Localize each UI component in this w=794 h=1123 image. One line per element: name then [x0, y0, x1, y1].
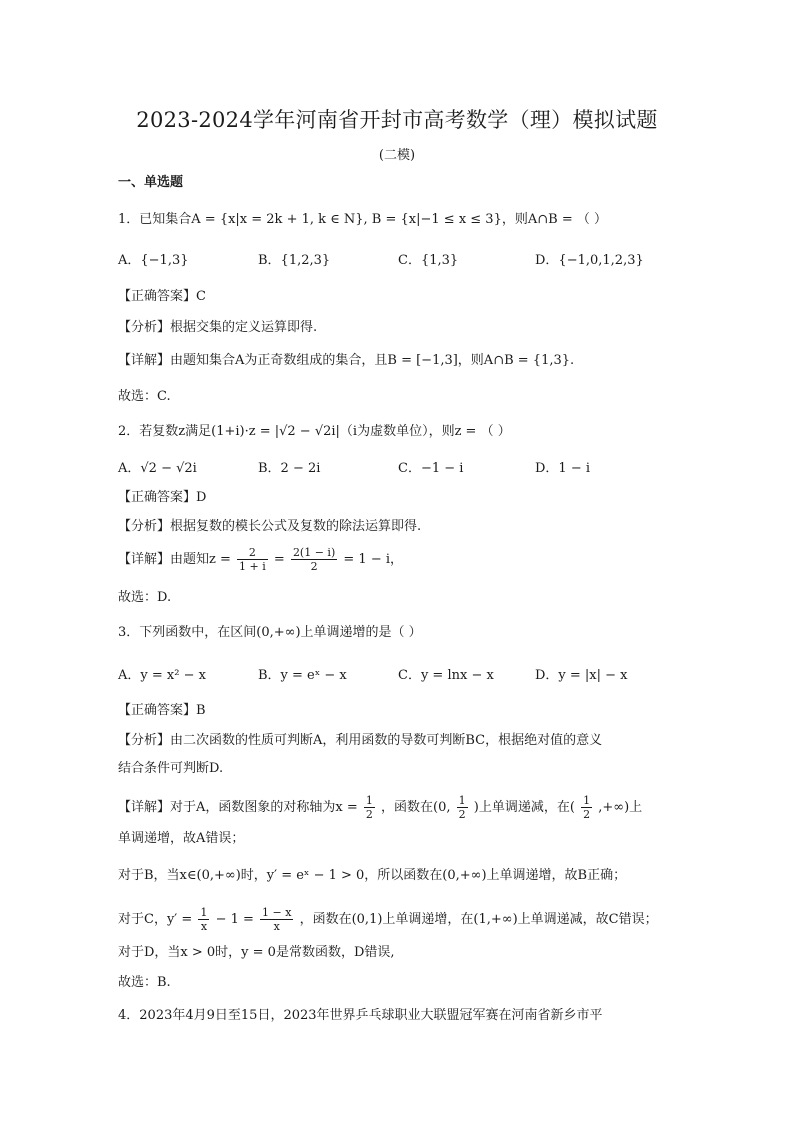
q2-fraction-1-num: 2: [237, 546, 268, 560]
q3-choose: 故选：B.: [118, 975, 171, 990]
q1-answer: 【正确答案】C: [118, 289, 206, 304]
q3-detail-line-4: [118, 906, 658, 933]
section-heading: 一、单选题: [118, 175, 184, 190]
q1-option-a: A．{−1,3}: [118, 253, 189, 268]
q3-c-fraction-2-den: x: [273, 920, 280, 933]
q2-detail-suffix: = 1 − i，: [343, 552, 404, 567]
q3-c-fraction-2-num: 1 − x: [262, 906, 292, 919]
q1-stem: 1．已知集合A = {x|x = 2k + 1, k ∈ N}, B = {x|−1 ≤ x ≤ 3}，则A∩B = （ ）: [118, 212, 607, 227]
q3-half-fraction-1-den: 2: [365, 808, 373, 821]
q2-option-c: C．−1 − i: [398, 461, 464, 476]
q3-half-fraction-1-num: 1: [365, 794, 373, 807]
q3-half-fraction-2-num: 1: [458, 794, 466, 807]
q2-detail: [118, 546, 403, 573]
q2-answer: 【正确答案】D: [118, 490, 207, 505]
q2-fraction-1-den: 1 + i: [239, 560, 266, 573]
q3-option-a: A．y = x² − x: [118, 668, 206, 683]
q3-detail-4-prefix: 对于C，y′ =: [118, 912, 193, 927]
q3-stem: 3．下列函数中，在区间(0,+∞)上单调递增的是（ ）: [118, 625, 422, 640]
page-subtitle: (二模): [378, 148, 416, 163]
q3-half-fraction-1: [364, 794, 375, 821]
q3-detail-line-1: [118, 794, 642, 821]
q2-choose: 故选：D.: [118, 590, 172, 605]
q3-answer: 【正确答案】B: [118, 703, 206, 718]
q2-option-a: A．√2 − √2i: [118, 461, 197, 476]
q3-detail-4-mid: − 1 =: [215, 912, 254, 927]
q3-detail-1-mid2: )上单调递减，在(: [473, 800, 575, 815]
q3-detail-line-2: 单调递增，故A错误；: [118, 831, 245, 846]
q4-stem: 4．2023年4月9日至15日，2023年世界乒乓球职业大联盟冠军赛在河南省新乡市平: [118, 1008, 603, 1023]
q3-c-fraction-1: [198, 906, 209, 933]
q3-option-d: D．y = |x| − x: [535, 668, 628, 683]
q3-detail-1-prefix: 【详解】对于A，函数图象的对称轴为x =: [118, 800, 358, 815]
q3-half-fraction-2: [457, 794, 468, 821]
q2-detail-prefix: 【详解】由题知z =: [118, 552, 231, 567]
q1-choose: 故选：C.: [118, 389, 171, 404]
q3-half-fraction-3-den: 2: [583, 808, 591, 821]
q2-analysis: 【分析】根据复数的模长公式及复数的除法运算即得.: [118, 519, 422, 534]
q3-detail-line-5: 对于D，当x > 0时，y = 0是常数函数，D错误,: [118, 945, 395, 960]
q3-option-c: C．y = lnx − x: [398, 668, 494, 683]
q2-fraction-2: [291, 546, 337, 573]
q3-half-fraction-2-den: 2: [458, 808, 466, 821]
q3-c-fraction-1-num: 1: [200, 906, 208, 919]
q3-analysis-line-1: 【分析】由二次函数的性质可判断A，利用函数的导数可判断BC，根据绝对值的意义: [118, 733, 603, 748]
q3-half-fraction-3: [581, 794, 592, 821]
q3-detail-1-suffix: ,+∞)上: [598, 800, 643, 815]
q2-fraction-1: [237, 546, 268, 573]
q1-option-d: D．{−1,0,1,2,3}: [535, 253, 644, 268]
q3-c-fraction-1-den: x: [200, 920, 208, 933]
q1-analysis: 【分析】根据交集的定义运算即得.: [118, 320, 318, 335]
q2-stem: 2．若复数z满足(1+i)·z = |√2 − √2i|（i为虚数单位），则z = （ ）: [118, 424, 511, 439]
q3-detail-4-suffix: ，函数在(0,1)上单调递增，在(1,+∞)上单调递减，故C错误；: [299, 912, 658, 927]
page-title: 2023-2024学年河南省开封市高考数学（理）模拟试题: [136, 108, 658, 132]
q2-equals: =: [273, 552, 285, 567]
q3-c-fraction-2: [260, 906, 293, 933]
q1-option-c: C．{1,3}: [398, 253, 459, 268]
q1-detail: 【详解】由题知集合A为正奇数组成的集合，且B = [−1,3]，则A∩B = {1,3}.: [118, 353, 575, 368]
q3-detail-1-mid: ，函数在(0,: [381, 800, 451, 815]
q3-option-b: B．y = eˣ − x: [258, 668, 347, 683]
q3-half-fraction-3-num: 1: [583, 794, 591, 807]
q1-option-b: B．{1,2,3}: [258, 253, 331, 268]
q2-option-b: B．2 − 2i: [258, 461, 321, 476]
q3-detail-line-3: 对于B，当x∈(0,+∞)时，y′ = eˣ − 1 > 0，所以函数在(0,+∞)上单调递增，故B正确；: [118, 868, 627, 883]
q2-fraction-2-num: 2(1 − i): [292, 546, 336, 559]
q2-option-d: D．1 − i: [535, 461, 591, 476]
q3-analysis-line-2: 结合条件可判断D.: [118, 761, 224, 776]
q2-fraction-2-den: 2: [310, 560, 318, 573]
